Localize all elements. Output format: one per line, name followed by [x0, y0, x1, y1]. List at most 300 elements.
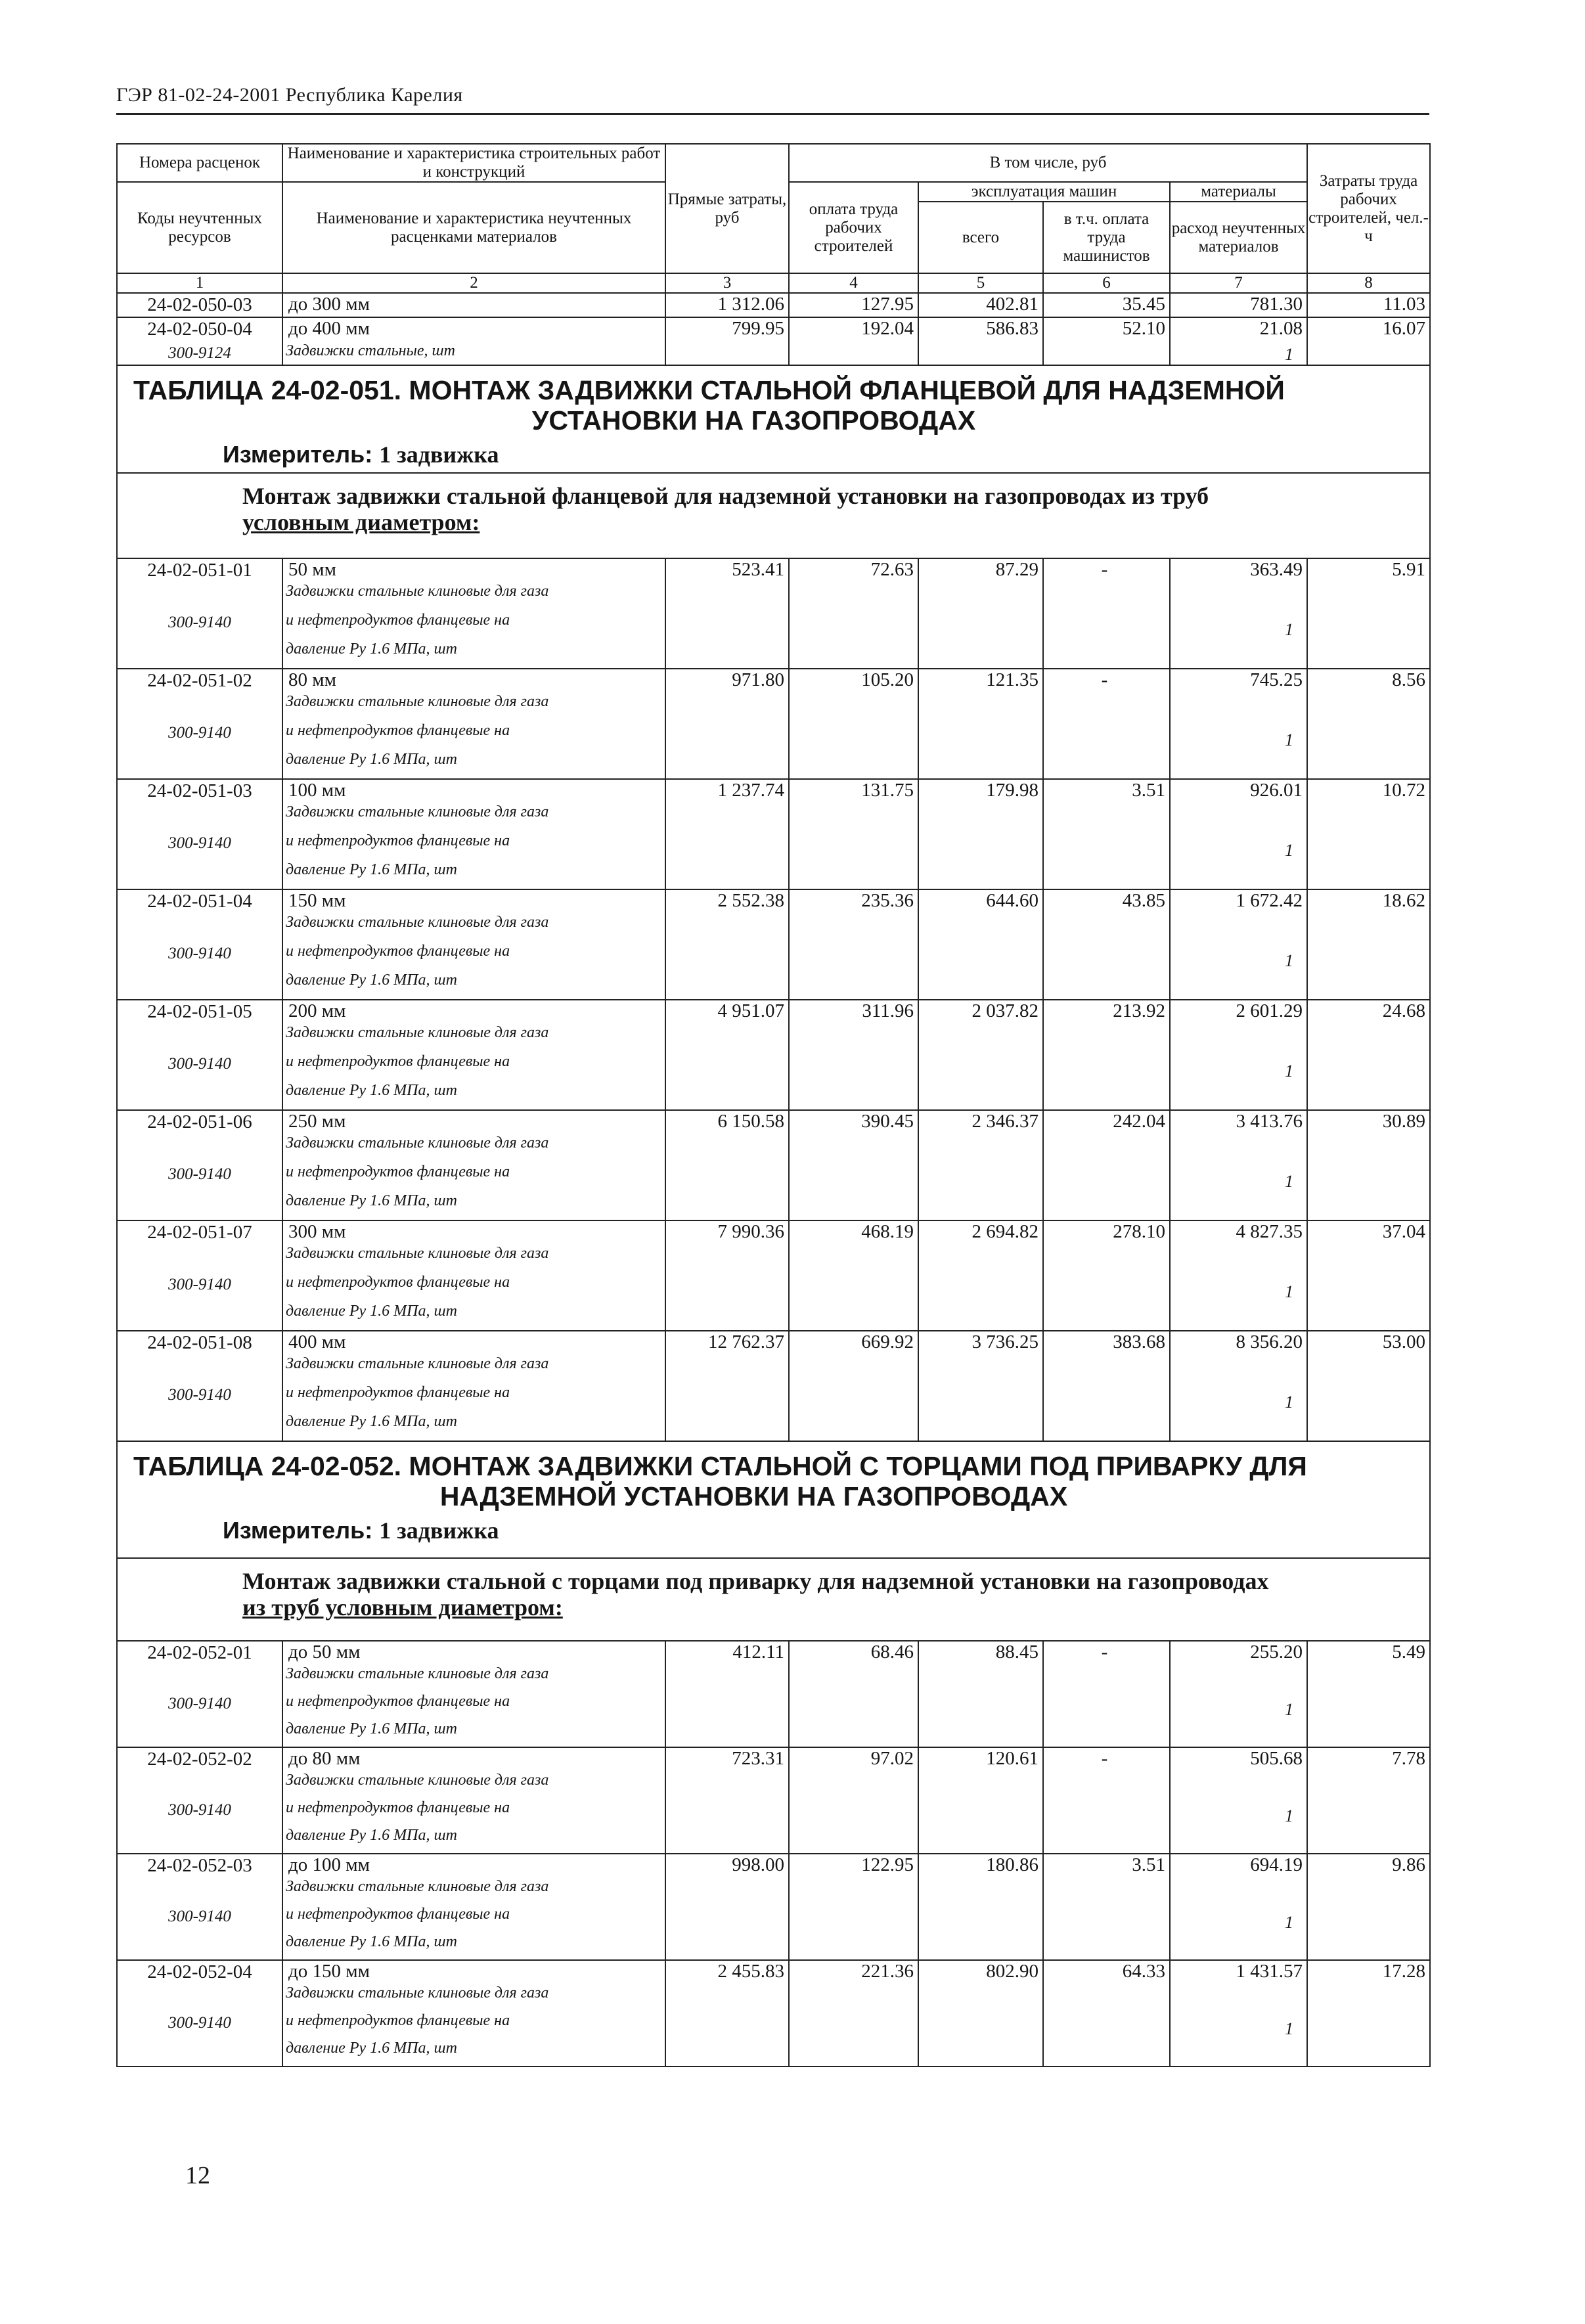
rate-row: [117, 317, 1430, 342]
incl-header: В том числе, руб: [789, 144, 1307, 182]
material-code: [117, 1984, 282, 2011]
empty-cell: [665, 2039, 789, 2067]
empty-cell: [1307, 611, 1430, 640]
material-row: [117, 1771, 1430, 1799]
material-code: [117, 860, 282, 889]
material-qty: [1170, 1192, 1307, 1220]
empty-cell: [1307, 1273, 1430, 1302]
empty-cell: [789, 860, 918, 889]
empty-cell: [789, 913, 918, 942]
empty-cell: [1043, 721, 1170, 750]
rate-row: [117, 889, 1430, 913]
empty-cell: [1307, 1383, 1430, 1412]
machine-cost-cell: 402.81: [918, 293, 1043, 317]
rate-code: 24-02-051-08: [117, 1331, 282, 1354]
material-name-line1: Задвижки стальные клиновые для газа: [282, 1354, 665, 1383]
empty-cell: [1043, 342, 1170, 365]
material-name-line1: Задвижки стальные клиновые для газа: [282, 1023, 665, 1052]
direct-cost-cell: 523.41: [665, 558, 789, 582]
table-title-line2: УСТАНОВКИ НА ГАЗОПРОВОДАХ: [531, 405, 976, 436]
material-code: [117, 1877, 282, 1905]
empty-cell: [918, 1905, 1043, 1933]
section-subtitle: [117, 473, 1430, 558]
machine-cost-cell: 179.98: [918, 779, 1043, 803]
empty-cell: [665, 611, 789, 640]
empty-cell: [918, 2039, 1043, 2067]
material-row: [117, 1134, 1430, 1163]
empty-cell: [1043, 1799, 1170, 1826]
material-qty: 1: [1170, 1273, 1307, 1302]
material-name-line1: Задвижки стальные клиновые для газа: [282, 692, 665, 721]
material-qty: 1: [1170, 611, 1307, 640]
empty-cell: [1043, 1244, 1170, 1273]
empty-cell: [665, 942, 789, 971]
material-name-line1: Задвижки стальные клиновые для газа: [282, 1771, 665, 1799]
rate-row: [117, 1747, 1430, 1771]
empty-cell: [665, 692, 789, 721]
running-header: ГЭР 81-02-24-2001 Республика Карелия: [116, 84, 463, 106]
material-row: [117, 1877, 1430, 1905]
materials-cost-cell: 2 601.29: [1170, 1000, 1307, 1023]
rate-name: 300 мм: [282, 1220, 665, 1244]
material-qty: [1170, 1412, 1307, 1441]
material-name-line1: Задвижки стальные клиновые для газа: [282, 1244, 665, 1273]
rate-code: 24-02-051-03: [117, 779, 282, 803]
material-qty: 1: [1170, 1905, 1307, 1933]
materials-cost-cell: 255.20: [1170, 1641, 1307, 1665]
operator-wage-cell: -: [1043, 1641, 1170, 1665]
empty-cell: [1043, 1905, 1170, 1933]
rate-name: 250 мм: [282, 1110, 665, 1134]
empty-cell: [1043, 1302, 1170, 1331]
empty-cell: [665, 1984, 789, 2011]
rate-row: [117, 669, 1430, 692]
rate-row: [117, 558, 1430, 582]
empty-cell: [1307, 860, 1430, 889]
rate-name: 200 мм: [282, 1000, 665, 1023]
material-row: [117, 2039, 1430, 2067]
empty-cell: [789, 1023, 918, 1052]
empty-cell: [1043, 1692, 1170, 1720]
empty-cell: [1307, 1665, 1430, 1692]
empty-cell: [665, 1383, 789, 1412]
empty-cell: [1043, 750, 1170, 779]
empty-cell: [1043, 1877, 1170, 1905]
material-name-line3: давление Ру 1.6 МПа, шт: [282, 640, 665, 669]
direct-cost-cell: 723.31: [665, 1747, 789, 1771]
material-name-line2: и нефтепродуктов фланцевые на: [282, 1383, 665, 1412]
empty-cell: [1307, 1826, 1430, 1854]
empty-cell: [1043, 1412, 1170, 1441]
direct-cost-cell: 12 762.37: [665, 1331, 789, 1354]
rate-code: 24-02-052-01: [117, 1641, 282, 1665]
material-name-line1: Задвижки стальные клиновые для газа: [282, 1134, 665, 1163]
labor-hours-cell: 37.04: [1307, 1220, 1430, 1244]
empty-cell: [1043, 692, 1170, 721]
empty-cell: [789, 1134, 918, 1163]
material-qty: [1170, 1826, 1307, 1854]
labor-hours-cell: 10.72: [1307, 779, 1430, 803]
material-qty: 1: [1170, 1052, 1307, 1081]
table-title: [117, 365, 1430, 473]
empty-cell: [918, 1302, 1043, 1331]
empty-cell: [1043, 803, 1170, 832]
material-code: [117, 750, 282, 779]
empty-cell: [1043, 1720, 1170, 1747]
empty-cell: [1307, 1192, 1430, 1220]
rate-name: 100 мм: [282, 779, 665, 803]
labor-hours-cell: 30.89: [1307, 1110, 1430, 1134]
empty-cell: [1043, 971, 1170, 1000]
material-qty: [1170, 1665, 1307, 1692]
column-numbers-row: [117, 273, 1430, 293]
rate-row: [117, 779, 1430, 803]
empty-cell: [1307, 1081, 1430, 1110]
empty-cell: [918, 1081, 1043, 1110]
material-row: [117, 342, 1430, 365]
direct-cost-cell: 1 237.74: [665, 779, 789, 803]
rate-code: 24-02-051-07: [117, 1220, 282, 1244]
empty-cell: [1307, 1905, 1430, 1933]
empty-cell: [918, 1933, 1043, 1960]
table-title-line1: ТАБЛИЦА 24-02-052. МОНТАЖ ЗАДВИЖКИ СТАЛЬНОЙ С ТОРЦАМИ ПОД ПРИВАРКУ ДЛЯ: [133, 1451, 1307, 1481]
material-qty: [1170, 1877, 1307, 1905]
empty-cell: [1043, 1984, 1170, 2011]
empty-cell: [1307, 1134, 1430, 1163]
material-name-line2: и нефтепродуктов фланцевые на: [282, 1163, 665, 1192]
empty-cell: [1307, 1984, 1430, 2011]
materials-cost-cell: 505.68: [1170, 1747, 1307, 1771]
empty-cell: [665, 1302, 789, 1331]
machine-cost-cell: 644.60: [918, 889, 1043, 913]
empty-cell: [918, 2011, 1043, 2039]
machine-cost-cell: 2 037.82: [918, 1000, 1043, 1023]
operator-wage-cell: -: [1043, 558, 1170, 582]
rate-row: [117, 1331, 1430, 1354]
table-title-row: [117, 1441, 1430, 1558]
empty-cell: [918, 1692, 1043, 1720]
material-qty: 1: [1170, 721, 1307, 750]
material-name-line2: и нефтепродуктов фланцевые на: [282, 1799, 665, 1826]
labor-cost-cell: 127.95: [789, 293, 918, 317]
material-code: [117, 1933, 282, 1960]
material-name-line3: давление Ру 1.6 МПа, шт: [282, 1826, 665, 1854]
empty-cell: [1307, 1354, 1430, 1383]
rate-name: до 150 мм: [282, 1960, 665, 1984]
empty-cell: [1307, 1302, 1430, 1331]
material-qty: [1170, 692, 1307, 721]
empty-cell: [918, 1354, 1043, 1383]
empty-cell: [1307, 582, 1430, 611]
material-row: [117, 942, 1430, 971]
material-code: 300-9140: [117, 832, 282, 860]
rate-row: [117, 1000, 1430, 1023]
empty-cell: [918, 1877, 1043, 1905]
operator-wage-cell: 278.10: [1043, 1220, 1170, 1244]
empty-cell: [789, 1081, 918, 1110]
page-number: 12: [185, 2162, 210, 2189]
empty-cell: [1307, 2039, 1430, 2067]
material-qty: [1170, 913, 1307, 942]
col5-header: всего: [918, 202, 1043, 273]
material-name-line3: давление Ру 1.6 МПа, шт: [282, 1412, 665, 1441]
material-code: [117, 1665, 282, 1692]
empty-cell: [1043, 1081, 1170, 1110]
material-code: [117, 1771, 282, 1799]
material-qty: [1170, 1081, 1307, 1110]
material-name-line2: и нефтепродуктов фланцевые на: [282, 1273, 665, 1302]
empty-cell: [1307, 1933, 1430, 1960]
material-row: [117, 692, 1430, 721]
labor-hours-cell: 17.28: [1307, 1960, 1430, 1984]
direct-cost-cell: 4 951.07: [665, 1000, 789, 1023]
material-code: [117, 1412, 282, 1441]
labor-hours-cell: 9.86: [1307, 1854, 1430, 1877]
col2-header-top: Наименование и характеристика строительных работ и конструкций: [282, 144, 665, 182]
labor-hours-cell: 16.07: [1307, 317, 1430, 342]
empty-cell: [918, 1665, 1043, 1692]
labor-cost-cell: 235.36: [789, 889, 918, 913]
machine-cost-cell: 3 736.25: [918, 1331, 1043, 1354]
empty-cell: [918, 1826, 1043, 1854]
material-qty: [1170, 1244, 1307, 1273]
material-code: 300-9140: [117, 1905, 282, 1933]
rate-name: до 100 мм: [282, 1854, 665, 1877]
empty-cell: [1307, 1023, 1430, 1052]
empty-cell: [1043, 1826, 1170, 1854]
unit-value: 1 задвижка: [379, 441, 499, 468]
empty-cell: [1307, 342, 1430, 365]
rate-code: 24-02-051-01: [117, 558, 282, 582]
empty-cell: [665, 1163, 789, 1192]
empty-cell: [1043, 1354, 1170, 1383]
rates-table: [116, 143, 1431, 2067]
empty-cell: [1307, 971, 1430, 1000]
labor-cost-cell: 122.95: [789, 1854, 918, 1877]
labor-hours-cell: 5.49: [1307, 1641, 1430, 1665]
empty-cell: [918, 1273, 1043, 1302]
operator-wage-cell: -: [1043, 669, 1170, 692]
unit-line: [118, 1511, 1429, 1548]
labor-hours-cell: 5.91: [1307, 558, 1430, 582]
empty-cell: [665, 860, 789, 889]
material-name-line1: Задвижки стальные клиновые для газа: [282, 1665, 665, 1692]
subtitle-row: [117, 1558, 1430, 1641]
material-row: [117, 860, 1430, 889]
empty-cell: [1043, 640, 1170, 669]
material-code: 300-9140: [117, 721, 282, 750]
empty-cell: [1043, 1163, 1170, 1192]
material-code: [117, 1302, 282, 1331]
empty-cell: [789, 942, 918, 971]
material-row: [117, 1905, 1430, 1933]
empty-cell: [1043, 2011, 1170, 2039]
empty-cell: [1307, 1244, 1430, 1273]
rate-row: [117, 293, 1430, 317]
empty-cell: [918, 1984, 1043, 2011]
empty-cell: [789, 1302, 918, 1331]
labor-cost-cell: 390.45: [789, 1110, 918, 1134]
empty-cell: [1307, 750, 1430, 779]
material-qty: 1: [1170, 832, 1307, 860]
empty-cell: [1043, 611, 1170, 640]
material-qty: 1: [1170, 1692, 1307, 1720]
material-row: [117, 2011, 1430, 2039]
empty-cell: [1043, 1665, 1170, 1692]
direct-cost-cell: 1 312.06: [665, 293, 789, 317]
material-name-line2: и нефтепродуктов фланцевые на: [282, 1692, 665, 1720]
subtitle-line1: Монтаж задвижки стальной фланцевой для надземной установки на газопроводах из труб: [242, 483, 1209, 509]
material-code: [117, 582, 282, 611]
empty-cell: [1307, 913, 1430, 942]
rate-code: 24-02-052-03: [117, 1854, 282, 1877]
material-row: [117, 582, 1430, 611]
material-qty: [1170, 1302, 1307, 1331]
empty-cell: [665, 971, 789, 1000]
empty-cell: [1043, 1192, 1170, 1220]
empty-cell: [665, 1244, 789, 1273]
material-code: 300-9140: [117, 611, 282, 640]
material-row: [117, 1273, 1430, 1302]
empty-cell: [789, 1244, 918, 1273]
material-name-line2: и нефтепродуктов фланцевые на: [282, 1052, 665, 1081]
col7-header: расход неучтенных материалов: [1170, 202, 1307, 273]
empty-cell: [918, 1799, 1043, 1826]
material-code: 300-9140: [117, 1273, 282, 1302]
col6-header: в т.ч. оплата труда машинистов: [1043, 202, 1170, 273]
labor-cost-cell: 131.75: [789, 779, 918, 803]
empty-cell: [918, 803, 1043, 832]
empty-cell: [789, 611, 918, 640]
empty-cell: [918, 971, 1043, 1000]
material-name-line3: давление Ру 1.6 МПа, шт: [282, 2039, 665, 2067]
materials-cost-cell: 694.19: [1170, 1854, 1307, 1877]
machine-cost-cell: 121.35: [918, 669, 1043, 692]
material-code: [117, 2039, 282, 2067]
material-row: [117, 971, 1430, 1000]
column-number-5: 5: [918, 273, 1043, 293]
column-number-3: 3: [665, 273, 789, 293]
empty-cell: [789, 1383, 918, 1412]
material-row: [117, 832, 1430, 860]
operator-wage-cell: 52.10: [1043, 317, 1170, 342]
empty-cell: [665, 1412, 789, 1441]
empty-cell: [1043, 1023, 1170, 1052]
machine-cost-cell: 802.90: [918, 1960, 1043, 1984]
empty-cell: [665, 1720, 789, 1747]
rate-name: 150 мм: [282, 889, 665, 913]
table-title-line1: ТАБЛИЦА 24-02-051. МОНТАЖ ЗАДВИЖКИ СТАЛЬНОЙ ФЛАНЦЕВОЙ ДЛЯ НАДЗЕМНОЙ: [133, 375, 1285, 405]
labor-hours-cell: 8.56: [1307, 669, 1430, 692]
rate-row: [117, 1960, 1430, 1984]
material-name-line3: давление Ру 1.6 МПа, шт: [282, 1081, 665, 1110]
col1-header-bottom: Коды неучтенных ресурсов: [117, 182, 282, 273]
empty-cell: [665, 1826, 789, 1854]
material-qty: [1170, 1771, 1307, 1799]
empty-cell: [1043, 2039, 1170, 2067]
materials-cost-cell: 926.01: [1170, 779, 1307, 803]
empty-cell: [789, 692, 918, 721]
empty-cell: [789, 640, 918, 669]
operator-wage-cell: -: [1043, 1747, 1170, 1771]
labor-hours-cell: 24.68: [1307, 1000, 1430, 1023]
col2-header-bottom: Наименование и характеристика неучтенных расценками материалов: [282, 182, 665, 273]
empty-cell: [918, 342, 1043, 365]
material-row: [117, 1192, 1430, 1220]
materials-cost-cell: 745.25: [1170, 669, 1307, 692]
materials-cost-cell: 3 413.76: [1170, 1110, 1307, 1134]
material-qty: [1170, 1134, 1307, 1163]
machine-cost-cell: 87.29: [918, 558, 1043, 582]
empty-cell: [789, 971, 918, 1000]
rate-row: [117, 1641, 1430, 1665]
labor-cost-cell: 311.96: [789, 1000, 918, 1023]
subtitle-line2: из труб условным диаметром:: [242, 1594, 563, 1620]
material-row: [117, 1302, 1430, 1331]
material-row: [117, 1720, 1430, 1747]
material-qty: 1: [1170, 1799, 1307, 1826]
empty-cell: [918, 942, 1043, 971]
empty-cell: [1307, 1771, 1430, 1799]
material-name-line1: Задвижки стальные клиновые для газа: [282, 913, 665, 942]
rate-code: 24-02-051-02: [117, 669, 282, 692]
machine-cost-cell: 120.61: [918, 1747, 1043, 1771]
rate-code: 24-02-052-02: [117, 1747, 282, 1771]
labor-hours-cell: 53.00: [1307, 1331, 1430, 1354]
material-name-line3: давление Ру 1.6 МПа, шт: [282, 1720, 665, 1747]
material-row: [117, 750, 1430, 779]
material-row: [117, 1052, 1430, 1081]
empty-cell: [918, 721, 1043, 750]
material-qty: 1: [1170, 942, 1307, 971]
material-name-line1: Задвижки стальные клиновые для газа: [282, 1877, 665, 1905]
materials-cost-cell: 8 356.20: [1170, 1331, 1307, 1354]
rate-name: до 80 мм: [282, 1747, 665, 1771]
material-code: 300-9140: [117, 1692, 282, 1720]
empty-cell: [918, 640, 1043, 669]
empty-cell: [918, 1163, 1043, 1192]
empty-cell: [918, 1244, 1043, 1273]
empty-cell: [1043, 1052, 1170, 1081]
empty-cell: [789, 721, 918, 750]
empty-cell: [665, 832, 789, 860]
empty-cell: [789, 1826, 918, 1854]
material-qty: 1: [1170, 2011, 1307, 2039]
direct-cost-cell: 998.00: [665, 1854, 789, 1877]
materials-cost-cell: 781.30: [1170, 293, 1307, 317]
material-name-line3: давление Ру 1.6 МПа, шт: [282, 971, 665, 1000]
machines-header: эксплуатация машин: [918, 182, 1170, 202]
material-name-line2: и нефтепродуктов фланцевые на: [282, 942, 665, 971]
materials-cost-cell: 1 431.57: [1170, 1960, 1307, 1984]
material-row: [117, 1383, 1430, 1412]
material-row: [117, 1163, 1430, 1192]
direct-cost-cell: 799.95: [665, 317, 789, 342]
labor-cost-cell: 192.04: [789, 317, 918, 342]
labor-cost-cell: 221.36: [789, 1960, 918, 1984]
empty-cell: [1043, 860, 1170, 889]
empty-cell: [665, 913, 789, 942]
material-row: [117, 1354, 1430, 1383]
table-title-line2: НАДЗЕМНОЙ УСТАНОВКИ НА ГАЗОПРОВОДАХ: [439, 1481, 1068, 1511]
empty-cell: [1307, 1720, 1430, 1747]
empty-cell: [1043, 1383, 1170, 1412]
material-name-line2: и нефтепродуктов фланцевые на: [282, 832, 665, 860]
material-row: [117, 1933, 1430, 1960]
material-row: [117, 1412, 1430, 1441]
col1-header-top: Номера расценок: [117, 144, 282, 182]
rate-name: 400 мм: [282, 1331, 665, 1354]
